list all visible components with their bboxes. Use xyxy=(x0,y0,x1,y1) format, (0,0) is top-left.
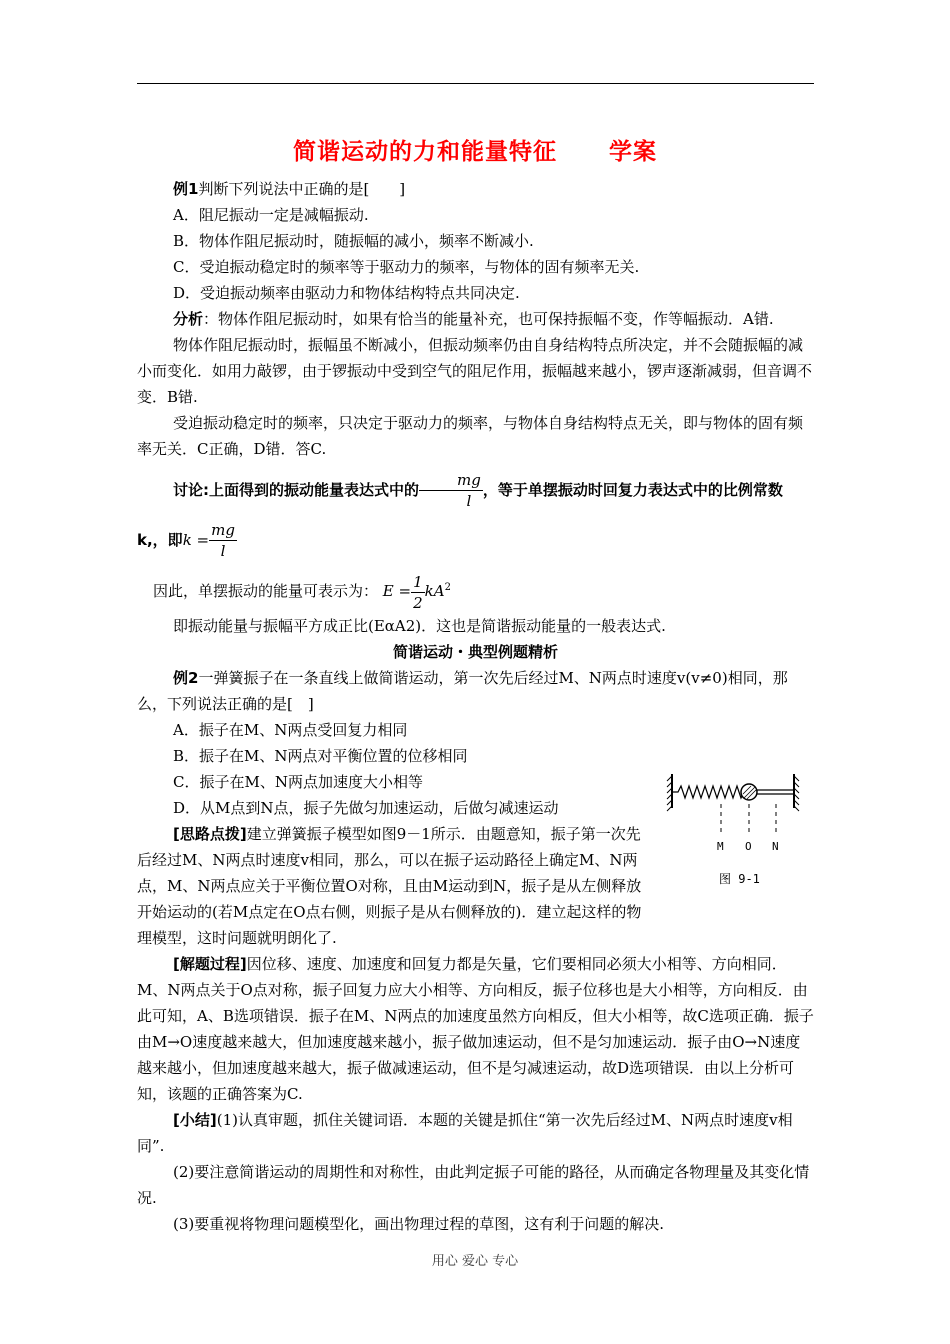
ex2-option-a: A．振子在M、N两点受回复力相同 xyxy=(173,721,408,739)
spring xyxy=(672,786,750,798)
fraction-half: $\frac{1}{2}$ xyxy=(413,572,423,612)
ex2-option-c: C．振子在M、N两点加速度大小相等 xyxy=(173,773,423,791)
ex2-option-b: B．振子在M、N两点对平衡位置的位移相同 xyxy=(173,747,468,765)
spring-oscillator-figure xyxy=(666,768,814,888)
ex2-summary-1: [小结](1)认真审题，抓住关键词语．本题的关键是抓住“第一次先后经过M、N两点时速度v相同”. xyxy=(137,1111,793,1155)
ex1-option-d: D．受迫振动频率由驱动力和物体结构特点共同决定. xyxy=(173,284,520,302)
discussion-line-2: k,，即k = $\frac{mg}{l}$ xyxy=(137,521,235,560)
ex2-question: 例2一弹簧振子在一条直线上做简谐运动，第一次先后经过M、N两点时速度v(v≠0)相同，那么，下列说法正确的是[ ] xyxy=(137,669,788,713)
header-rule xyxy=(137,83,814,84)
ex1-analysis-2: 物体作阻尼振动时，振幅虽不断减小，但振动频率仍由自身结构特点所决定，并不会随振幅的减小而变化．如用力敲锣，由于锣振动中受到空气的阻尼作用，振幅越来越小，锣声逐渐减弱，但音调不变．B错. xyxy=(137,336,813,406)
content xyxy=(137,176,814,1237)
ex1-question: 例1判断下列说法中正确的是[ ] xyxy=(173,180,406,198)
fraction-k: $\frac{mg}{l}$ xyxy=(211,521,235,560)
energy-expression: 因此，单摆振动的能量可表示为： E = $\frac{1}{2}$ $kA^2$ xyxy=(153,572,451,612)
label-o: O xyxy=(745,840,752,853)
title-suffix: 学案 xyxy=(609,139,657,165)
ex2-summary-2: (2)要注意简谐运动的周期性和对称性，由此判定振子可能的路径，从而确定各物理量及其变化情况. xyxy=(137,1163,810,1207)
ex2-option-d: D．从M点到N点，振子先做匀加速运动，后做匀减速运动 xyxy=(173,799,559,817)
label-m: M xyxy=(717,840,724,853)
ex1-option-b: B．物体作阻尼振动时，随振幅的减小，频率不断减小. xyxy=(173,232,534,250)
energy-conclusion: 即振动能量与振幅平方成正比(EαA2)．这也是简谐振动能量的一般表达式. xyxy=(173,617,666,635)
ex1-option-a: A．阻尼振动一定是减幅振动. xyxy=(173,206,369,224)
title-main: 简谐运动的力和能量特征 xyxy=(293,139,557,165)
ex2-solution: [解题过程]因位移、速度、加速度和回复力都是矢量，它们要相同必须大小相等、方向相同．M、N两点关于O点对称，振子回复力应大小相等、方向相反，振子位移也是大小相等，方向相反．由此可知，A、B选项错误．振子在M、N两点的加速度虽然方向相反，但大小相等，故C选项正确．振子由M→O速度越来越大，但加速度越来越小，振子做加速运动，但不是匀加速运动．振子由O→N速度越来越小，但加速度越来越大，振子做减速运动，但不是匀减速运动，故D选项错误．由以上分析可知，该题的正确答案为C. xyxy=(137,955,814,1103)
ex2-hint: [思路点拨]建立弹簧振子模型如图9－1所示．由题意知，振子第一次先后经过M、N两点时速度v相同，那么，可以在振子运动路径上确定M、N两点，M、N两点应关于平衡位置O对称，且由M运动到N，振子是从左侧释放开始运动的(若M点定在O点右侧，则振子是从右侧释放的)．建立起这样的物理模型，这时问题就明朗化了. xyxy=(137,825,642,947)
page-footer: 用心 爱心 专心 xyxy=(431,1254,519,1269)
page-title xyxy=(0,133,950,166)
spring-diagram xyxy=(666,768,814,888)
ex2-summary-3: (3)要重视将物理问题模型化，画出物理过程的草图，这有利于问题的解决. xyxy=(173,1215,665,1233)
ex1-analysis-1: 分析：物体作阻尼振动时，如果有恰当的能量补充，也可保持振幅不变，作等幅振动．A错. xyxy=(173,310,774,328)
ex1-option-c: C．受迫振动稳定时的频率等于驱动力的频率，与物体的固有频率无关. xyxy=(173,258,640,276)
label-n: N xyxy=(772,840,779,853)
discussion-line: 讨论:上面得到的振动能量表达式中的 $\frac{mg}{l}$ ，等于单摆振动时回复力表达式中的比例常数 xyxy=(173,471,783,510)
ex1-analysis-3: 受迫振动稳定时的频率，只决定于驱动力的频率，与物体自身结构特点无关，即与物体的固有频率无关．C正确，D错．答C. xyxy=(137,414,804,458)
ball xyxy=(741,784,757,800)
fraction-mg-l: $\frac{mg}{l}$ xyxy=(419,470,483,511)
section-title: 简谐运动・典型例题精析 xyxy=(392,643,558,661)
figure-caption: 图 9-1 xyxy=(719,872,760,886)
